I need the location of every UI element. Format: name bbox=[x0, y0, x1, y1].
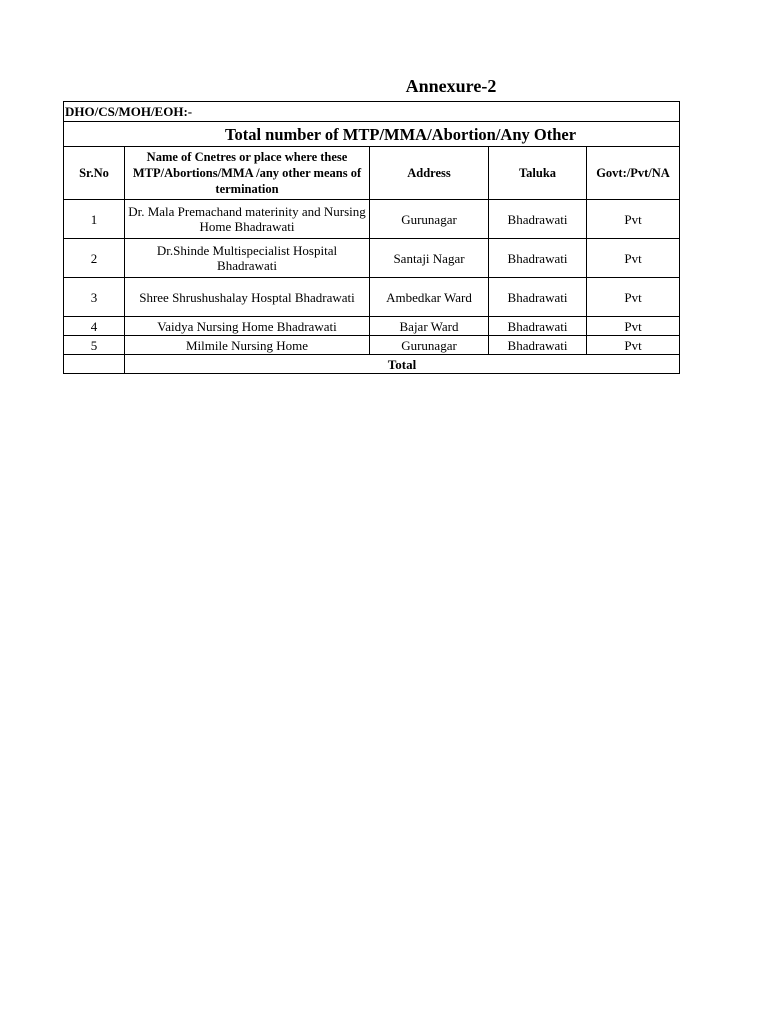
header-centre-name: Name of Cnetres or place where these MTP/Abortions/MMA /any other means of termination bbox=[125, 147, 370, 200]
officer-row bbox=[64, 102, 680, 122]
cell-address: Bajar Ward bbox=[370, 317, 489, 336]
cell-type: Pvt bbox=[587, 278, 680, 317]
cell-type: Pvt bbox=[587, 239, 680, 278]
cell-type: Pvt bbox=[587, 200, 680, 239]
cell-sr: 3 bbox=[64, 278, 125, 317]
cell-name: Shree Shrushushalay Hosptal Bhadrawati bbox=[125, 278, 370, 317]
cell-sr: 5 bbox=[64, 336, 125, 355]
termination-centres-table bbox=[63, 101, 680, 374]
cell-name: Milmile Nursing Home bbox=[125, 336, 370, 355]
cell-address: Gurunagar bbox=[370, 200, 489, 239]
table-row bbox=[64, 239, 680, 278]
cell-sr: 1 bbox=[64, 200, 125, 239]
cell-address: Gurunagar bbox=[370, 336, 489, 355]
cell-taluka: Bhadrawati bbox=[489, 200, 587, 239]
table-row bbox=[64, 317, 680, 336]
table-title-row bbox=[64, 122, 680, 147]
table-title: Total number of MTP/MMA/Abortion/Any Other bbox=[64, 122, 680, 147]
cell-taluka: Bhadrawati bbox=[489, 278, 587, 317]
cell-name: Vaidya Nursing Home Bhadrawati bbox=[125, 317, 370, 336]
cell-address: Ambedkar Ward bbox=[370, 278, 489, 317]
cell-sr: 4 bbox=[64, 317, 125, 336]
header-row bbox=[64, 147, 680, 200]
cell-name: Dr.Shinde Multispecialist Hospital Bhadrawati bbox=[125, 239, 370, 278]
table-row bbox=[64, 200, 680, 239]
table-row bbox=[64, 336, 680, 355]
cell-type: Pvt bbox=[587, 336, 680, 355]
total-row bbox=[64, 355, 680, 374]
cell-taluka: Bhadrawati bbox=[489, 239, 587, 278]
cell-type: Pvt bbox=[587, 317, 680, 336]
total-label: Total bbox=[125, 355, 680, 374]
header-taluka: Taluka bbox=[489, 147, 587, 200]
annexure-title: Annexure-2 bbox=[405, 76, 497, 96]
header-sr-no: Sr.No bbox=[64, 147, 125, 200]
cell-taluka: Bhadrawati bbox=[489, 336, 587, 355]
cell-taluka: Bhadrawati bbox=[489, 317, 587, 336]
officer-label: DHO/CS/MOH/EOH:- bbox=[64, 102, 680, 122]
cell-sr: 2 bbox=[64, 239, 125, 278]
cell-address: Santaji Nagar bbox=[370, 239, 489, 278]
header-address: Address bbox=[370, 147, 489, 200]
header-type: Govt:/Pvt/NA bbox=[587, 147, 680, 200]
total-blank-cell bbox=[64, 355, 125, 374]
table-row bbox=[64, 278, 680, 317]
cell-name: Dr. Mala Premachand materinity and Nursing Home Bhadrawati bbox=[125, 200, 370, 239]
